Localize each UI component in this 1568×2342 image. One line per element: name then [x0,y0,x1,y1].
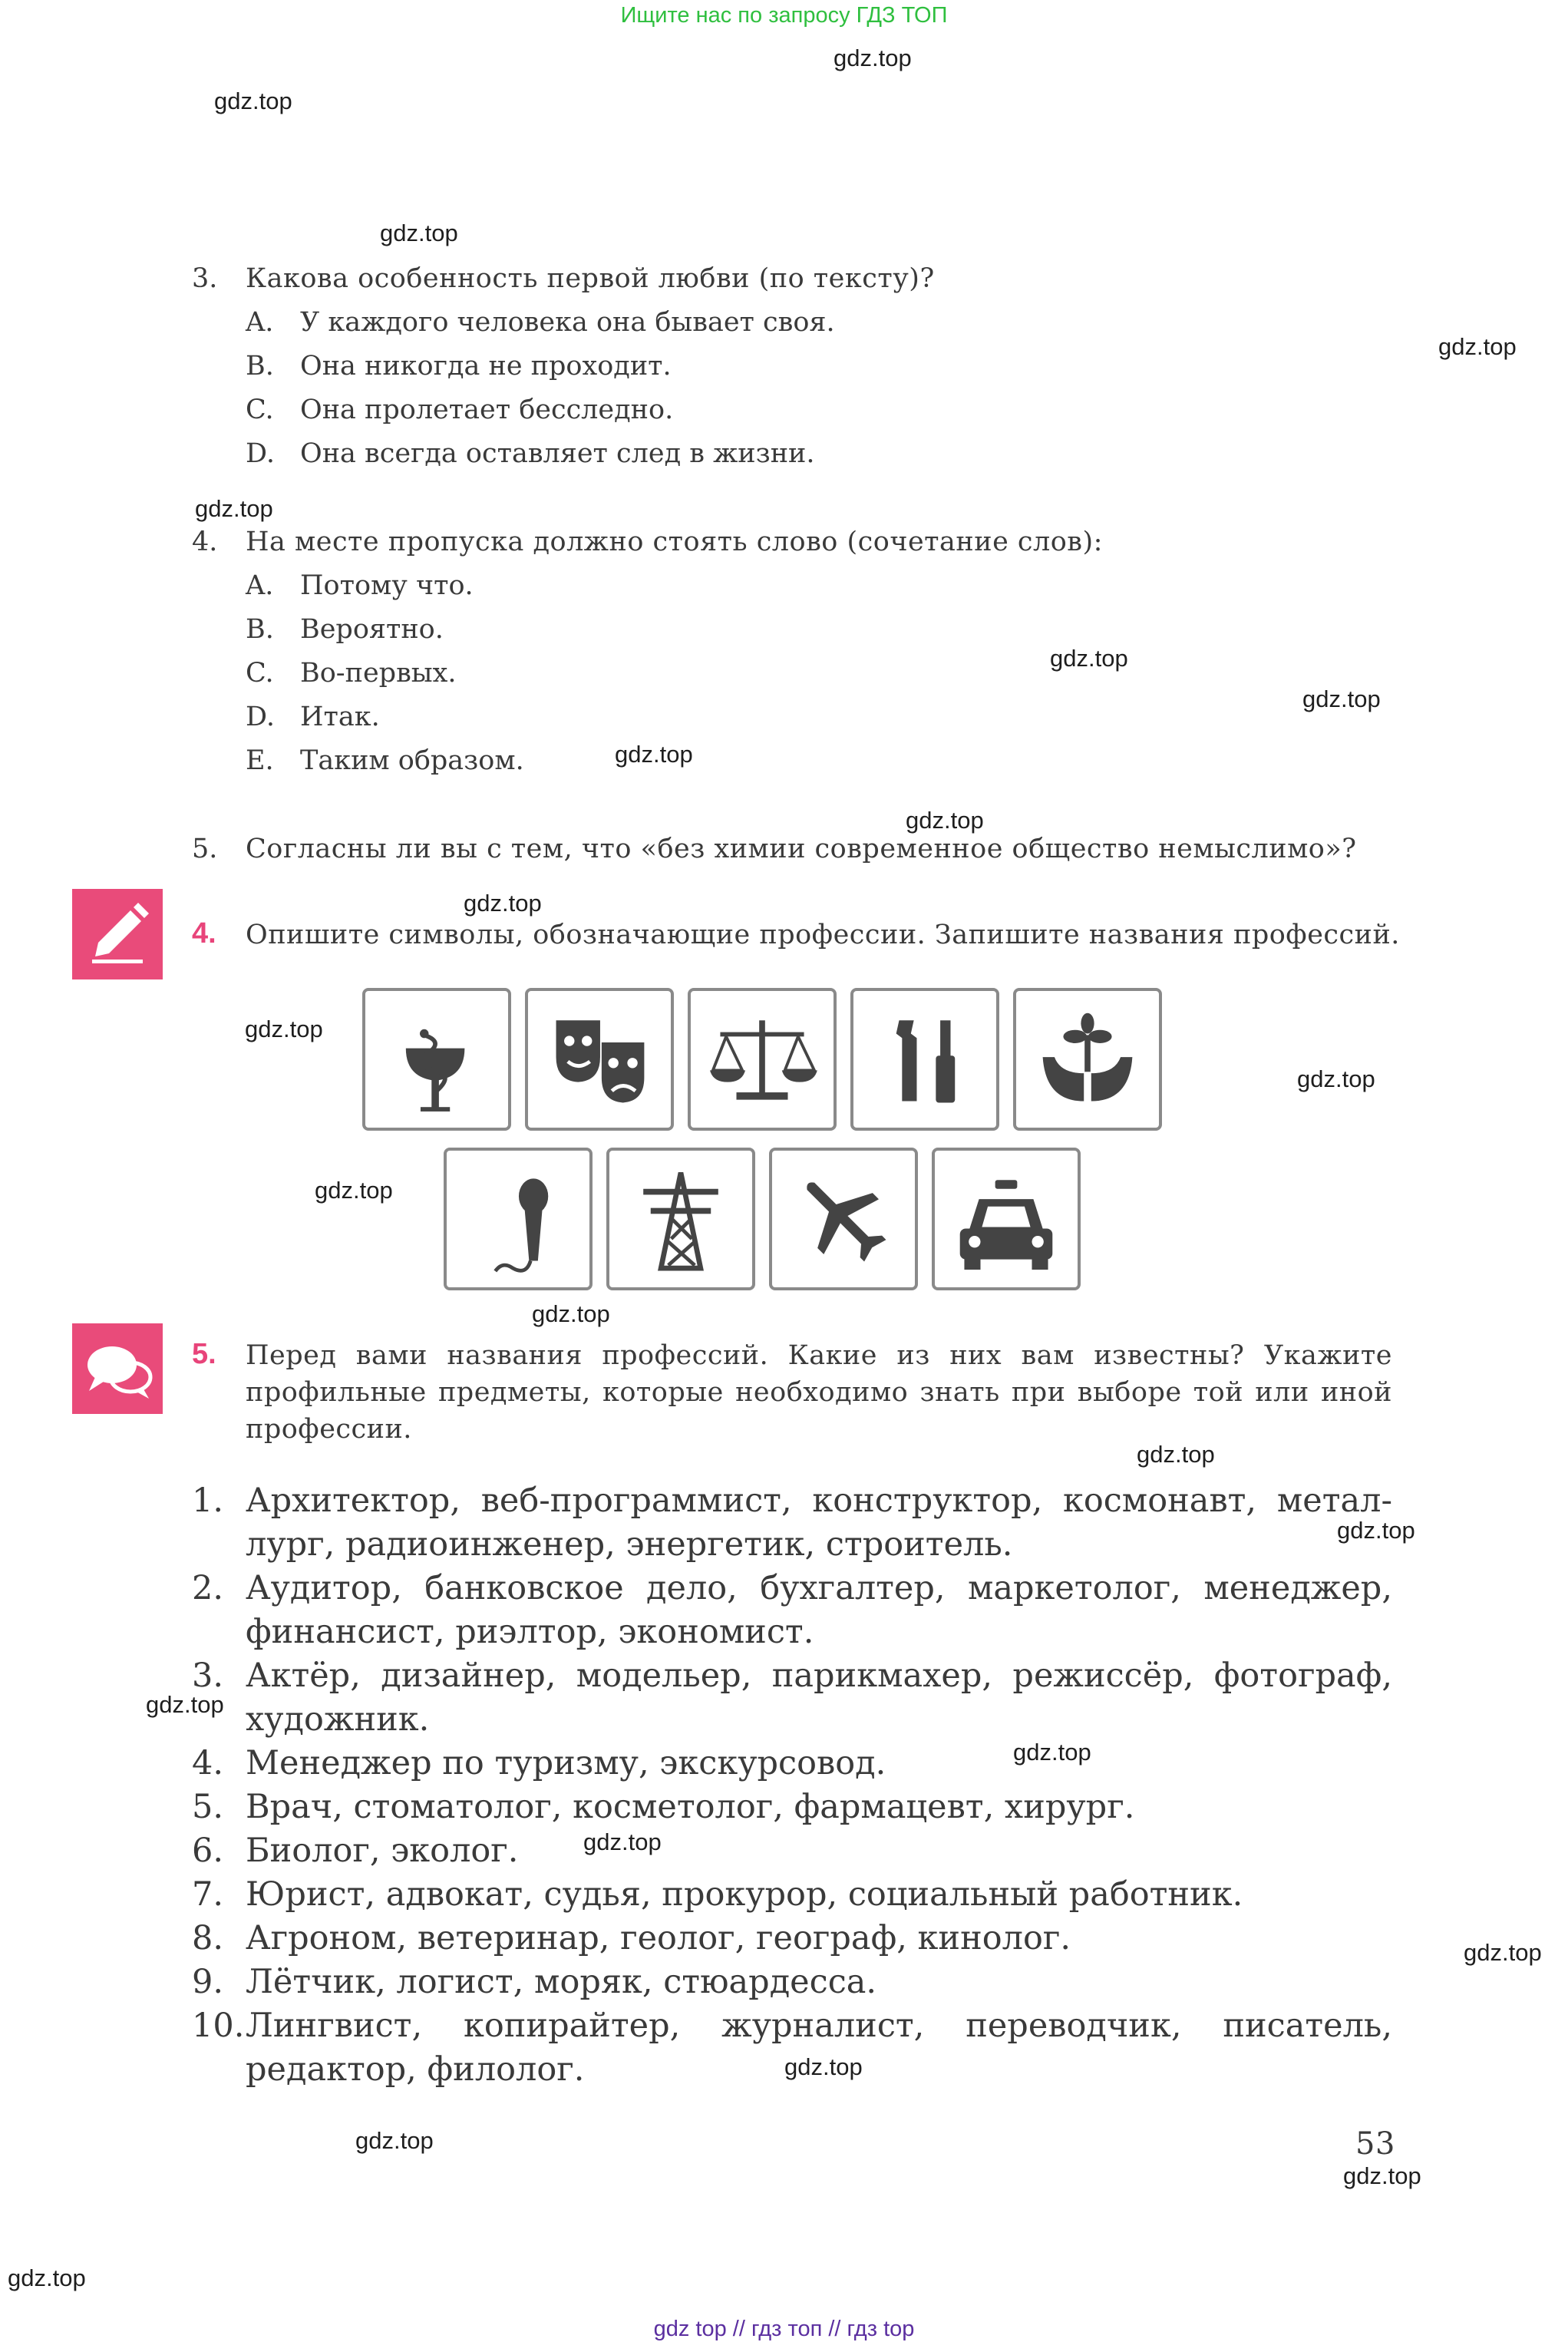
airplane-icon [769,1148,918,1290]
option-letter: A. [246,307,274,338]
list-number: 10. [192,2007,245,2045]
watermark: gdz.top [1013,1739,1091,1766]
watermark: gdz.top [8,2264,86,2291]
option-text: Потому что. [300,570,474,601]
list-item: финансист, риэлтор, экономист. [246,1613,814,1651]
option-letter: D. [246,702,275,732]
microphone-icon [444,1148,593,1290]
list-item: Менеджер по туризму, экскурсовод. [246,1744,886,1782]
theatre-masks-icon [525,988,674,1131]
question-number: 4. [192,527,218,557]
police-car-icon [932,1148,1081,1290]
search-banner[interactable]: Ищите нас по запросу ГДЗ ТОП [620,3,948,28]
question-text: На месте пропуска должно стоять слово (сочетание слов): [246,527,1103,557]
watermark: gdz.top [1302,685,1381,712]
scales-of-justice-icon [688,988,837,1131]
watermark: gdz.top [214,88,292,114]
list-item: Актёр, дизайнер, модельер, парикмахер, режиссёр, фотограф, [246,1657,1392,1695]
watermark: gdz.top [583,1828,662,1855]
list-item: Лингвист, копирайтер, журналист, переводчик, писатель, [246,2007,1392,2045]
task-text-line: профильные предметы, которые необходимо знать при выборе той или иной [246,1377,1392,1408]
footer-links[interactable]: gdz top // гдз топ // гдз top [653,2317,915,2341]
watermark: gdz.top [1343,2162,1421,2189]
option-letter: A. [246,570,274,601]
task-number: 4. [192,917,216,950]
option-text: Она никогда не проходит. [300,351,672,382]
task-number: 5. [192,1338,216,1370]
watermark: gdz.top [195,495,273,522]
watermark: gdz.top [315,1177,393,1204]
list-number: 9. [192,1963,224,2001]
option-letter: C. [246,395,274,425]
list-number: 1. [192,1482,224,1520]
option-letter: D. [246,438,275,469]
list-number: 7. [192,1875,224,1914]
question-number: 3. [192,263,218,294]
task-text: Опишите символы, обозначающие профессии. Запишите названия профессий. [246,920,1400,950]
watermark: gdz.top [1297,1065,1375,1092]
question-text: Согласны ли вы с тем, что «без химии современное общество немыслимо»? [246,834,1357,864]
list-item: лург, радиоинженер, энергетик, строитель. [246,1525,1013,1564]
option-text: Она всегда оставляет след в жизни. [300,438,815,469]
option-letter: B. [246,614,274,645]
list-item: Юрист, адвокат, судья, прокурор, социальный работник. [246,1875,1243,1914]
speech-bubbles-icon [72,1323,163,1414]
watermark: gdz.top [1438,333,1517,360]
option-letter: B. [246,351,274,382]
task-text-line: профессии. [246,1414,412,1445]
list-item: редактор, филолог. [246,2050,585,2089]
option-letter: E. [246,745,274,776]
watermark: gdz.top [146,1691,224,1718]
watermark: gdz.top [1050,645,1128,672]
watermark: gdz.top [464,890,542,917]
option-letter: C. [246,658,274,689]
list-number: 3. [192,1657,224,1695]
pencil-icon [72,889,163,979]
list-item: Агроном, ветеринар, геолог, географ, кинолог. [246,1919,1071,1957]
watermark: gdz.top [532,1300,610,1327]
task-text-line: Перед вами названия профессий. Какие из них вам известны? Укажите [246,1340,1392,1371]
medicine-bowl-icon [362,988,511,1131]
list-item: Архитектор, веб-программист, конструктор, космонавт, метал- [246,1482,1392,1520]
option-text: Таким образом. [300,745,524,776]
list-number: 2. [192,1569,224,1607]
question-text: Какова особенность первой любви (по тексту)? [246,263,935,294]
option-text: Во-первых. [300,658,457,689]
power-tower-icon [606,1148,755,1290]
watermark: gdz.top [615,741,693,768]
watermark: gdz.top [380,220,458,246]
hands-plant-icon [1013,988,1162,1131]
list-number: 8. [192,1919,224,1957]
list-item: художник. [246,1700,430,1739]
watermark: gdz.top [1137,1441,1215,1468]
watermark: gdz.top [1464,1939,1542,1966]
list-item: Лётчик, логист, моряк, стюардесса. [246,1963,877,2001]
watermark: gdz.top [355,2127,434,2154]
list-item: Аудитор, банковское дело, бухгалтер, маркетолог, менеджер, [246,1569,1392,1607]
option-text: Она пролетает бесследно. [300,395,674,425]
option-text: Вероятно. [300,614,444,645]
option-text: У каждого человека она бывает своя. [300,307,835,338]
list-number: 4. [192,1744,224,1782]
list-item: Врач, стоматолог, косметолог, фармацевт, хирург. [246,1788,1135,1826]
page-number: 53 [1355,2126,1395,2162]
list-number: 5. [192,1788,224,1826]
tools-icon [850,988,999,1131]
watermark: gdz.top [834,45,912,71]
list-item: Биолог, эколог. [246,1832,519,1870]
list-number: 6. [192,1832,224,1870]
watermark: gdz.top [906,807,984,834]
question-number: 5. [192,834,218,864]
option-text: Итак. [300,702,380,732]
watermark: gdz.top [1337,1517,1415,1544]
watermark: gdz.top [784,2053,863,2080]
watermark: gdz.top [245,1016,323,1042]
